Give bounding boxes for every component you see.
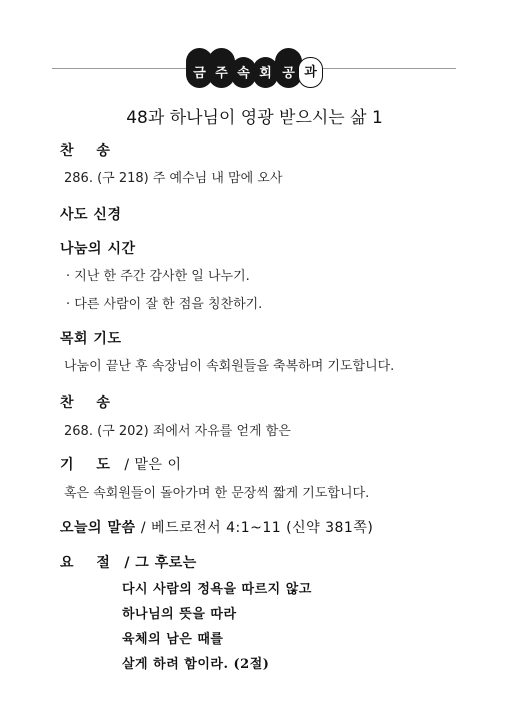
key-verse-line: 다시 사람의 정욕을 따르지 않고 — [122, 582, 312, 597]
lesson-title: 48과 하나님이 영광 받으시는 삶 1 — [126, 108, 383, 128]
hymn2-heading: 찬 송 — [60, 395, 119, 411]
sharing-item: · 지난 한 주간 감사한 일 나누기. — [66, 269, 250, 284]
pastoral-prayer-heading: 목회 기도 — [60, 331, 122, 347]
key-verse-line: 하나님의 뜻을 따라 — [122, 607, 237, 622]
sharing-heading: 나눔의 시간 — [60, 241, 136, 257]
word-heading-row — [60, 517, 373, 537]
key-verse-line: 살게 하려 함이라. (2절) — [122, 657, 270, 672]
word-reference: / 베드로전서 4:1~11 (신약 381쪽) — [140, 520, 374, 536]
hymn1-heading: 찬 송 — [60, 143, 119, 159]
creed-heading: 사도 신경 — [60, 207, 122, 223]
badge-char: 금 — [186, 48, 213, 88]
key-verse-heading: 요 절 — [60, 555, 119, 571]
hymn1-text: 286. (구 218) 주 예수님 내 맘에 오사 — [64, 171, 283, 186]
key-verse-sub: / 그 후로는 — [124, 555, 197, 571]
badge-char: 회 — [253, 57, 278, 88]
badge-char: 과 — [298, 57, 323, 88]
badge-char: 주 — [208, 48, 235, 88]
sharing-item: · 다른 사람이 잘 한 점을 칭찬하기. — [66, 297, 263, 312]
prayer-sub: / 맡은 이 — [124, 457, 182, 473]
badge-char: 속 — [231, 57, 256, 88]
prayer-heading: 기 도 — [60, 457, 119, 473]
key-verse-line: 육체의 남은 때를 — [122, 632, 224, 647]
pastoral-prayer-text: 나눔이 끝난 후 속장님이 속회원들을 축복하며 기도합니다. — [64, 359, 395, 374]
badge-char: 공 — [275, 48, 302, 88]
header-rule-right — [322, 68, 456, 69]
header-badge — [186, 48, 324, 88]
word-heading: 오늘의 말씀 — [60, 520, 136, 536]
hymn2-text: 268. (구 202) 죄에서 자유를 얻게 함은 — [64, 424, 291, 439]
key-verse-heading-row — [60, 552, 197, 572]
prayer-heading-row — [60, 454, 182, 474]
prayer-text: 혹은 속회원들이 돌아가며 한 문장씩 짧게 기도합니다. — [64, 486, 370, 501]
header-rule-left — [52, 68, 188, 69]
